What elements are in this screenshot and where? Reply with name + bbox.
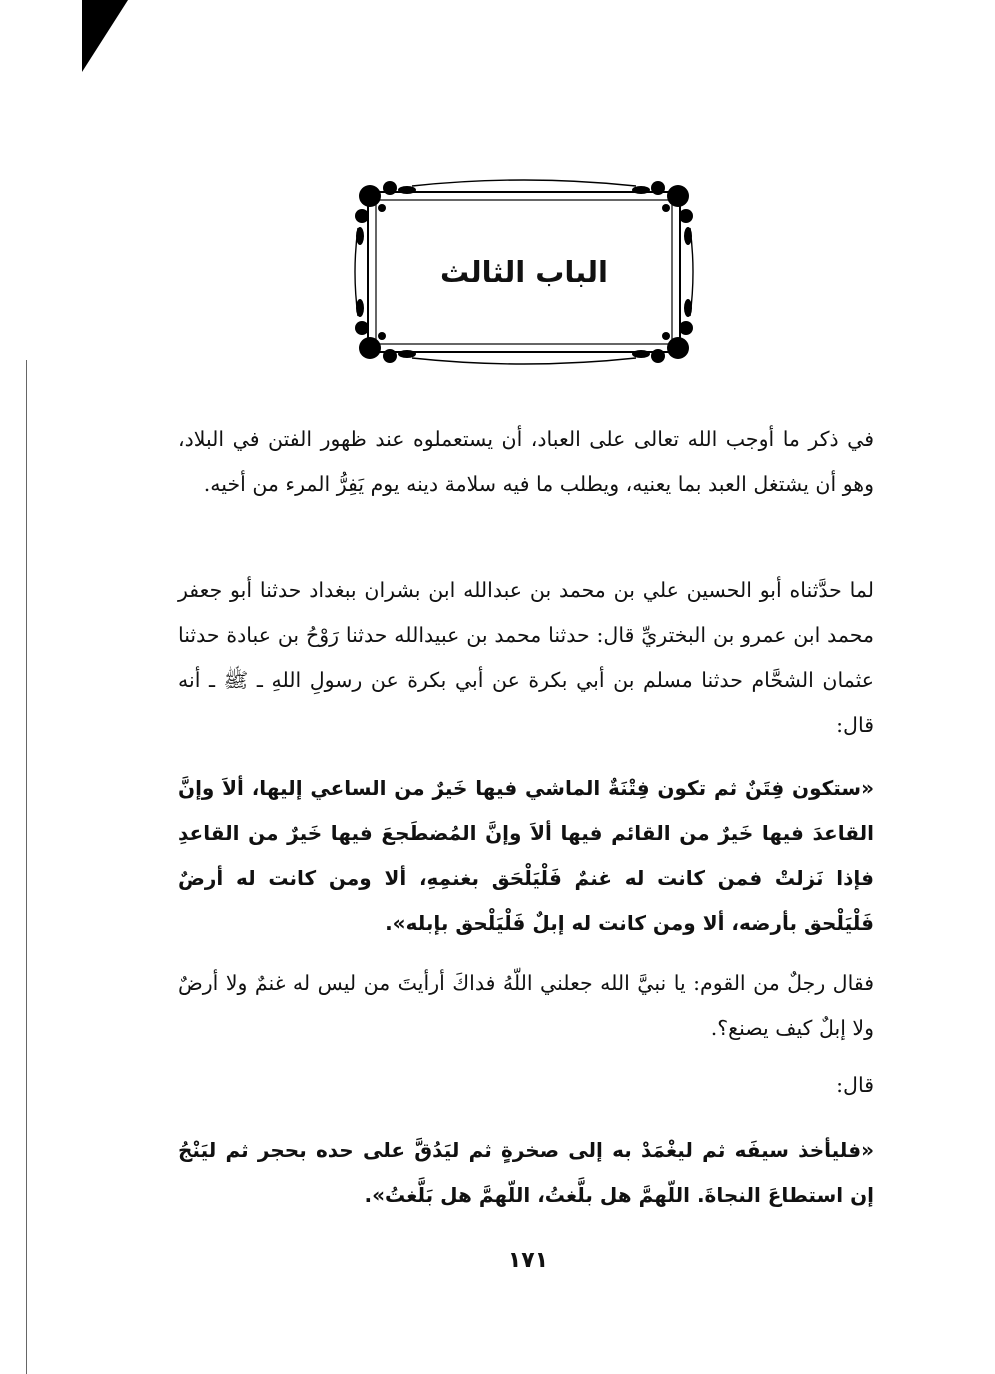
hadith-text-2: «فليأخذ سيفَه ثم ليغْمَدْ به إلى صخرةٍ ثم ليَدُقَّ على حده بحجر ثم ليَنْجُ إن استطاعَ النجاةَ. اللّهمَّ هل بلَّغتُ، اللّهمَّ هل بَلَّغتُ». <box>178 1138 874 1207</box>
page-edge-line <box>26 360 27 1374</box>
answer-intro: قال: <box>836 1073 874 1097</box>
chapter-title-frame <box>352 178 696 366</box>
intro-paragraph: في ذكر ما أوجب الله تعالى على العباد، أن يستعملوه عند ظهور الفتن في البلاد، وهو أن يشتغل العبد بما يعنيه، ويطلب ما فيه سلامة دينه يوم يَفِرُّ المرء من أخيه. <box>178 427 874 496</box>
hadith-text-1: «ستكون فِتَنٌ ثم تكون فِتْنَةٌ الماشي فيها خَيرٌ من الساعي إليها، ألاَ وإنَّ القاعدَ فيها خَيرٌ من القائم فيها ألاَ وإنَّ المُضطَجعَ فيها خَيرٌ من القاعدِ فإذا نَزلتْ فمن كانت له غنمٌ فَلْيَلْحَق بغنمِهِ، ألا ومن كانت له أرضٌ فَلْيَلْحق بأرضه، ألا ومن كانت له إبلٌ فَلْيَلْحق بإبله». <box>178 776 874 935</box>
corner-scan-mark <box>82 0 128 72</box>
isnad-paragraph: لما حدَّثناه أبو الحسين علي بن محمد بن عبدالله ابن بشران ببغداد حدثنا أبو جعفر محمد ابن عمرو بن البختريِّ قال: حدثنا محمد بن عبيدالله حدثنا رَوْحُ بن عبادة حدثنا عثمان الشحَّام حدثنا مسلم بن أبي بكرة عن أبي بكرة عن رسولِ اللهِ ـ ﷺ ـ أنه قال: <box>178 578 874 737</box>
chapter-title: الباب الثالث <box>440 255 608 289</box>
page-number: ١٧١ <box>507 1248 549 1273</box>
question-paragraph: فقال رجلٌ من القوم: يا نبيَّ الله جعلني اللّهُ فداكَ أرأيتَ من ليس له غنمٌ ولا أرضٌ ولا إبلٌ كيف يصنع؟. <box>178 971 874 1040</box>
